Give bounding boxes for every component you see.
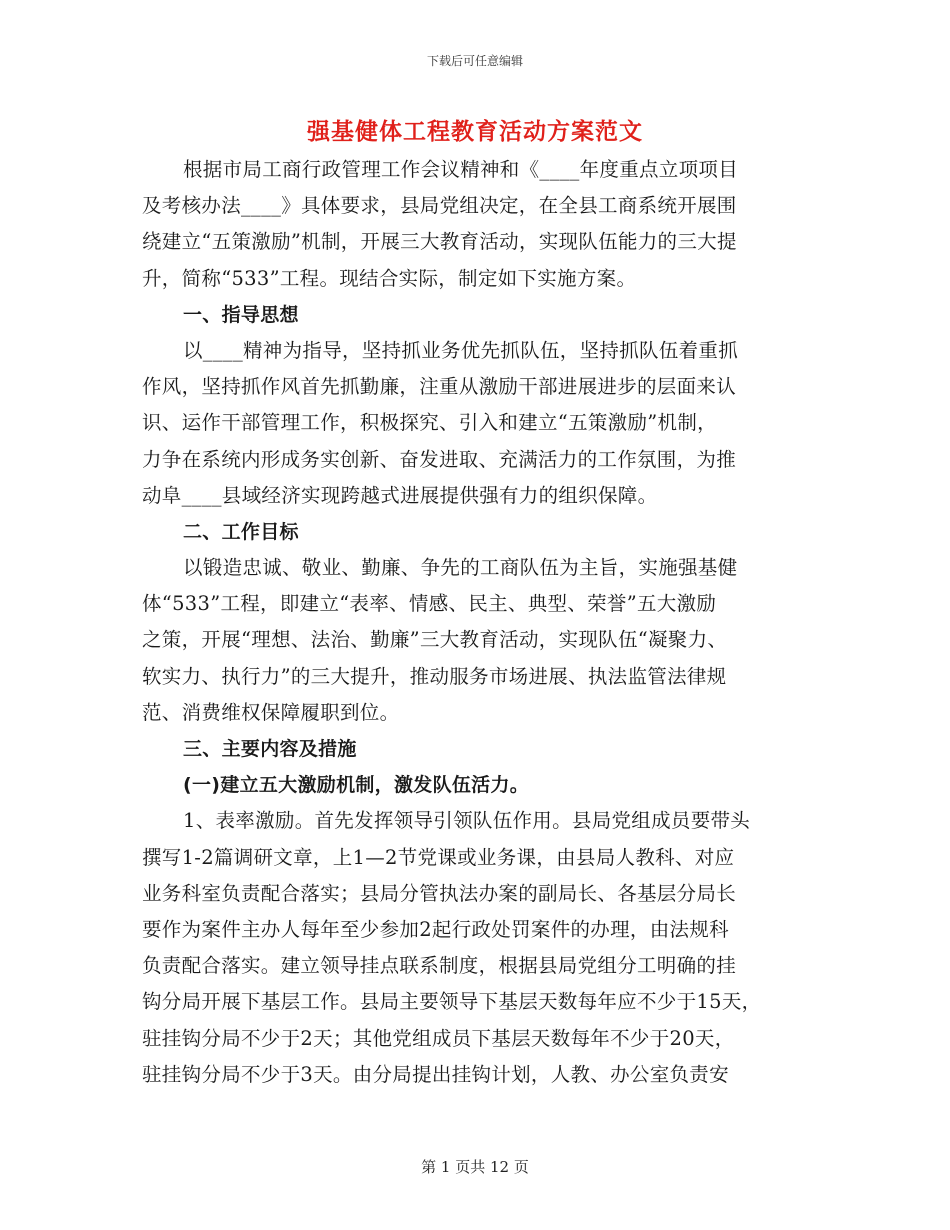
paragraph-line: 根据市局工商行政管理工作会议精神和《____年度重点立项项目 bbox=[183, 158, 738, 181]
section-heading-main-content: 三、主要内容及措施 bbox=[183, 738, 357, 760]
page-header-note: 下载后可任意编辑 bbox=[426, 54, 523, 68]
subsection-heading-incentives: (一)建立五大激励机制，激发队伍活力。 bbox=[183, 774, 530, 797]
paragraph-line: 动阜____县域经济实现跨越式进展提供强有力的组织保障。 bbox=[142, 483, 658, 507]
paragraph-line: 撰写1-2篇调研文章，上1—2节党课或业务课，由县局人教科、对应 bbox=[142, 845, 735, 869]
section-heading-guiding-ideology: 一、指导思想 bbox=[183, 303, 299, 326]
paragraph-line: 负责配合落实。建立领导挂点联系制度，根据县局党组分工明确的挂 bbox=[142, 954, 737, 978]
paragraph-line: 识、运作干部管理工作，积极探究、引入和建立“五策激励”机制， bbox=[142, 411, 717, 435]
paragraph-line: 作风，坚持抓作风首先抓勤廉，注重从激励干部进展进步的层面来认 bbox=[142, 375, 737, 399]
paragraph-line: 钩分局开展下基层工作。县局主要领导下基层天数每年应不少于15天， bbox=[142, 990, 762, 1014]
paragraph-line: 范、消费维权保障履职到位。 bbox=[142, 700, 400, 724]
paragraph-line: 升，简称“533”工程。现结合实际，制定如下实施方案。 bbox=[142, 266, 637, 290]
paragraph-line: 业务科室负责配合落实；县局分管执法办案的副局长、各基层分局长 bbox=[142, 881, 737, 905]
paragraph-line: 1、表率激励。首先发挥领导引领队伍作用。县局党组成员要带头 bbox=[183, 809, 751, 833]
paragraph-line: 以锻造忠诚、敬业、勤廉、争先的工商队伍为主旨，实施强基健 bbox=[183, 556, 738, 580]
paragraph-line: 之策，开展“理想、法治、勤廉”三大教育活动，实现队伍“凝聚力、 bbox=[142, 628, 728, 652]
paragraph-line: 要作为案件主办人每年至少参加2起行政处罚案件的办理，由法规科 bbox=[142, 917, 729, 941]
document-title: 强基健体工程教育活动方案范文 bbox=[307, 118, 643, 145]
page-footer: 第 1 页共 12 页 bbox=[421, 1158, 529, 1176]
paragraph-line: 驻挂钩分局不少于2天；其他党组成员下基层天数每年不少于20天， bbox=[142, 1026, 735, 1050]
paragraph-line: 力争在系统内形成务实创新、奋发进取、充满活力的工作氛围，为推 bbox=[142, 447, 737, 471]
paragraph-line: 体“533”工程，即建立“表率、情感、民主、典型、荣誉”五大激励 bbox=[142, 592, 717, 616]
document-body bbox=[142, 152, 814, 1093]
section-heading-work-goals: 二、工作目标 bbox=[183, 520, 299, 543]
paragraph-line: 及考核办法____》具体要求，县局党组决定，在全县工商系统开展围 bbox=[142, 194, 737, 218]
paragraph-line: 软实力、执行力”的三大提升，推动服务市场进展、执法监管法律规 bbox=[142, 664, 727, 688]
paragraph-line: 驻挂钩分局不少于3天。由分局提出挂钩计划，人教、办公室负责安 bbox=[142, 1062, 729, 1086]
paragraph-line: 以____精神为指导，坚持抓业务优先抓队伍，坚持抓队伍着重抓 bbox=[183, 338, 738, 362]
paragraph-line: 绕建立“五策激励”机制，开展三大教育活动，实现队伍能力的三大提 bbox=[142, 230, 737, 254]
